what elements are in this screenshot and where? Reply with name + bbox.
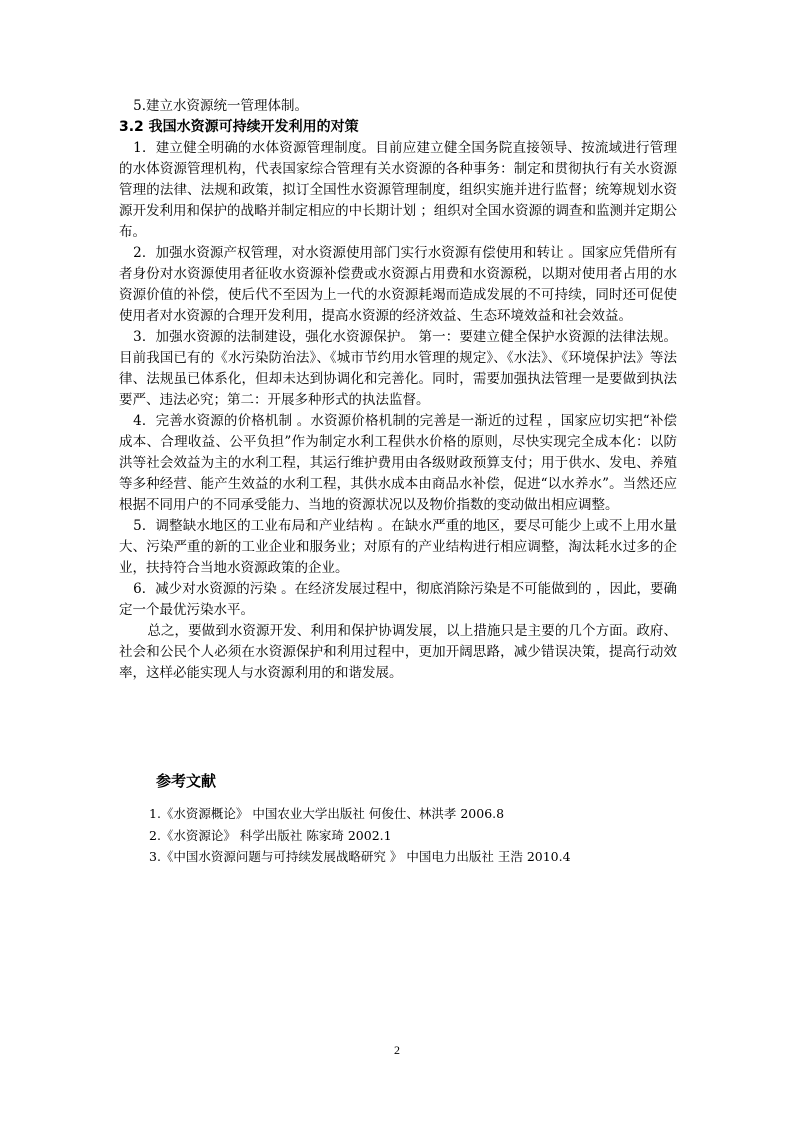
reference-item: 2.《水资源论》 科学出版社 陈家琦 2002.1	[149, 827, 392, 843]
paragraph-2: 2．加强水资源产权管理，对水资源使用部门实行水资源有偿使用和转让 。国家应凭借所有者身份对水资源使用者征收水资源补偿费或水资源占用费和水资源税，以期对使用者占用的水资源价值的补偿，使后代不至因为上一代的水资源耗竭而造成发展的不可持续，同时还可促使使用者对水资源的合理开发利用，提高水资源的经济效益、生态环境效益和社会效益。	[119, 245, 677, 324]
page-number: 2	[394, 1043, 400, 1057]
references-heading: 参考文献	[156, 772, 217, 790]
paragraph-6: 6．减少对水资源的污染 。在经济发展过程中，彻底消除污染是不可能做到的 ，因此，要确定一个最优污染水平。	[119, 581, 677, 618]
paragraph-4: 4．完善水资源的价格机制 。水资源价格机制的完善是一渐近的过程 ，国家应切实把“补偿成本、合理收益、公平负担”作为制定水利工程供水价格的原则，尽快实现完全成本化：以防洪等社会效益为主的水利工程，其运行维护费用由各级财政预算支付；用于供水、发电、养殖等多种经营、能产生效益的水利工程，其供水成本由商品水补偿，促进“以水养水”。当然还应根据不同用户的不同承受能力、当地的资源状况以及物价指数的变动做出相应调整。	[119, 413, 677, 513]
reference-item: 3.《中国水资源问题与可持续发展战略研究 》 中国电力出版社 王浩 2010.4	[149, 849, 571, 864]
reference-item: 1.《水资源概论》 中国农业大学出版社 何俊仕、林洪孝 2006.8	[149, 806, 505, 821]
references-list	[149, 803, 709, 868]
paragraph-item-5: 5.建立水资源统一管理体制。	[133, 98, 309, 114]
paragraph-3: 3．加强水资源的法制建设，强化水资源保护。 第一：要建立健全保护水资源的法律法规。目前我国已有的《水污染防治法》、《城市节约用水管理的规定》、《水法》、《环境保护法》等法律、法规虽已体系化，但却未达到协调化和完善化。同时，需要加强执法管理一是要做到执法要严、违法必究；第二：开展多种形式的执法监督。	[119, 329, 677, 408]
body-text	[119, 96, 677, 684]
paragraph-summary: 总之，要做到水资源开发、利用和保护协调发展，以上措施只是主要的几个方面。政府、社会和公民个人必须在水资源保护和利用过程中，更加开阔思路，减少错误决策，提高行动效率，这样必能实现人与水资源利用的和谐发展。	[119, 623, 677, 681]
paragraph-1: 1．建立健全明确的水体资源管理制度。目前应建立健全国务院直接领导、按流域进行管理的水体资源管理机构，代表国家综合管理有关水资源的各种事务：制定和贯彻执行有关水资源管理的法律、法规和政策，拟订全国性水资源管理制度，组织实施并进行监督；统筹规划水资源开发利用和保护的战略并制定相应的中长期计划 ；组织对全国水资源的调查和监测并定期公布。	[119, 140, 677, 240]
section-title: 3.2 我国水资源可持续开发利用的对策	[119, 119, 359, 135]
paragraph-5: 5．调整缺水地区的工业布局和产业结构 。在缺水严重的地区，要尽可能少上或不上用水量大、污染严重的新的工业企业和服务业；对原有的产业结构进行相应调整，淘汰耗水过多的企业，扶持符合当地水资源政策的企业。	[119, 518, 677, 576]
